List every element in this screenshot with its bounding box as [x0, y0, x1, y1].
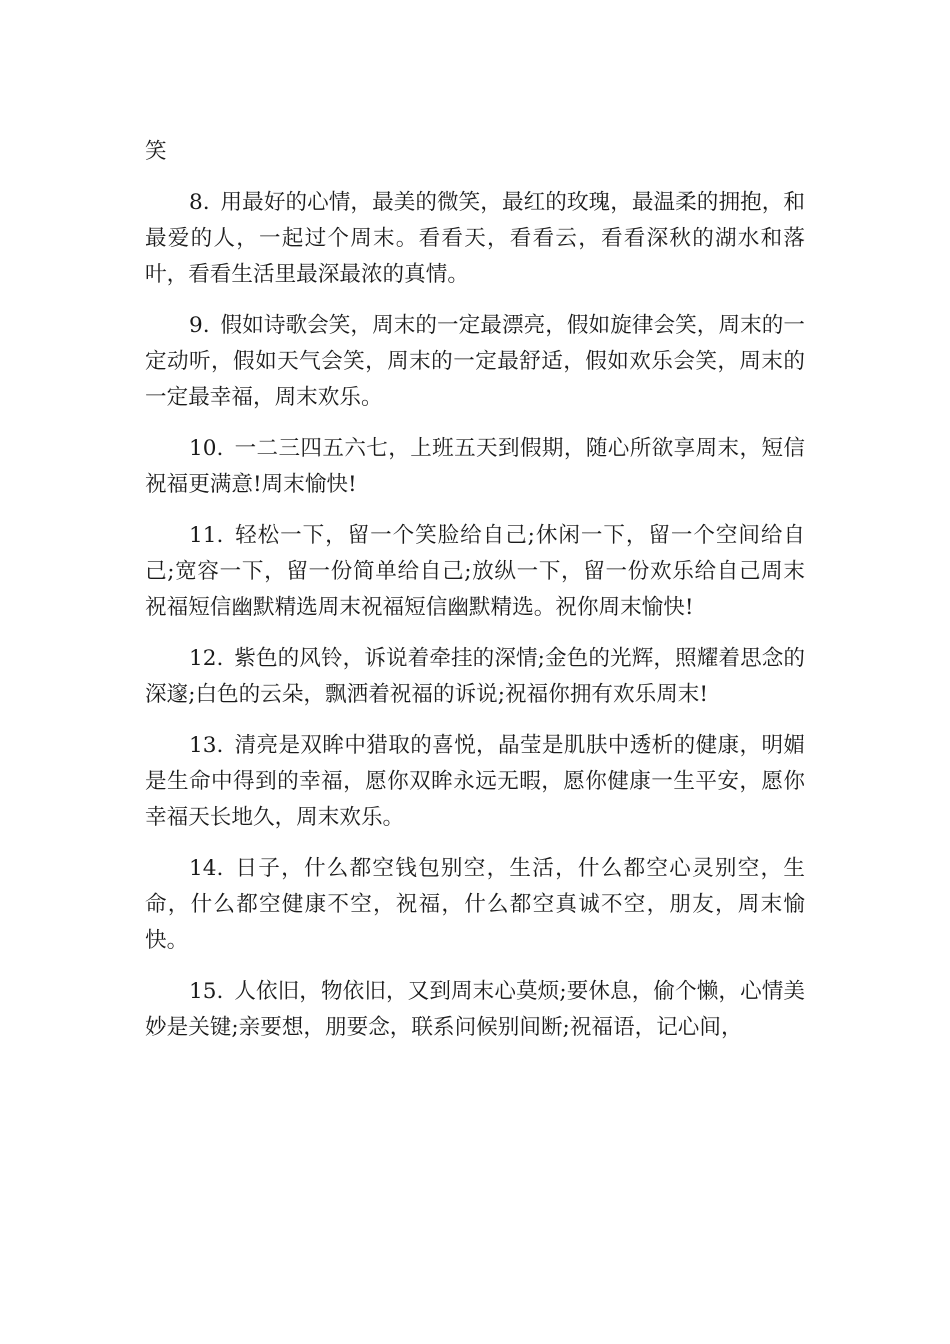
list-item — [145, 851, 805, 959]
paragraph-text: 紫色的风铃，诉说着牵挂的深情;金色的光辉，照耀着思念的深邃;白色的云朵，飘洒着祝福的诉说;祝福你拥有欢乐周末! — [145, 646, 805, 707]
paragraph-text: 清亮是双眸中猎取的喜悦，晶莹是肌肤中透析的健康，明媚是生命中得到的幸福，愿你双眸永远无暇，愿你健康一生平安，愿你幸福天长地久，周末欢乐。 — [145, 733, 805, 830]
paragraph-text: 轻松一下，留一个笑脸给自己;休闲一下，留一个空间给自己;宽容一下，留一份简单给自己;放纵一下，留一份欢乐给自己周末祝福短信幽默精选周末祝福短信幽默精选。祝你周末愉快! — [145, 523, 805, 620]
item-number: 11. — [189, 523, 224, 548]
document-body — [145, 134, 805, 1061]
paragraph-continued — [145, 134, 805, 170]
paragraph-text: 人依旧，物依旧，又到周末心莫烦;要休息，偷个懒，心情美妙是关键;亲要想，朋要念，联系问候别间断;祝福语，记心间， — [145, 979, 805, 1040]
list-item — [145, 185, 805, 293]
list-item — [145, 518, 805, 626]
paragraph-text: 用最好的心情，最美的微笑，最红的玫瑰，最温柔的拥抱，和最爱的人，一起过个周末。看看天，看看云，看看深秋的湖水和落叶，看看生活里最深最浓的真情。 — [145, 190, 805, 287]
item-number: 15. — [189, 979, 224, 1004]
paragraph-text: 一二三四五六七，上班五天到假期，随心所欲享周末，短信祝福更满意!周末愉快! — [145, 436, 805, 497]
list-item — [145, 974, 805, 1046]
list-item — [145, 431, 805, 503]
paragraph-text: 假如诗歌会笑，周末的一定最漂亮，假如旋律会笑，周末的一定动听，假如天气会笑，周末的一定最舒适，假如欢乐会笑，周末的一定最幸福，周末欢乐。 — [145, 313, 805, 410]
item-number: 12. — [189, 646, 224, 671]
list-item — [145, 308, 805, 416]
item-number: 10. — [189, 436, 224, 461]
list-item — [145, 728, 805, 836]
paragraph-text: 日子，什么都空钱包别空，生活，什么都空心灵别空，生命，什么都空健康不空，祝福，什么都空真诚不空，朋友，周末愉快。 — [145, 856, 805, 953]
item-number: 13. — [189, 733, 224, 758]
paragraph-text: 笑 — [145, 139, 167, 164]
item-number: 8. — [189, 190, 210, 215]
item-number: 14. — [189, 856, 224, 881]
list-item — [145, 641, 805, 713]
item-number: 9. — [189, 313, 210, 338]
